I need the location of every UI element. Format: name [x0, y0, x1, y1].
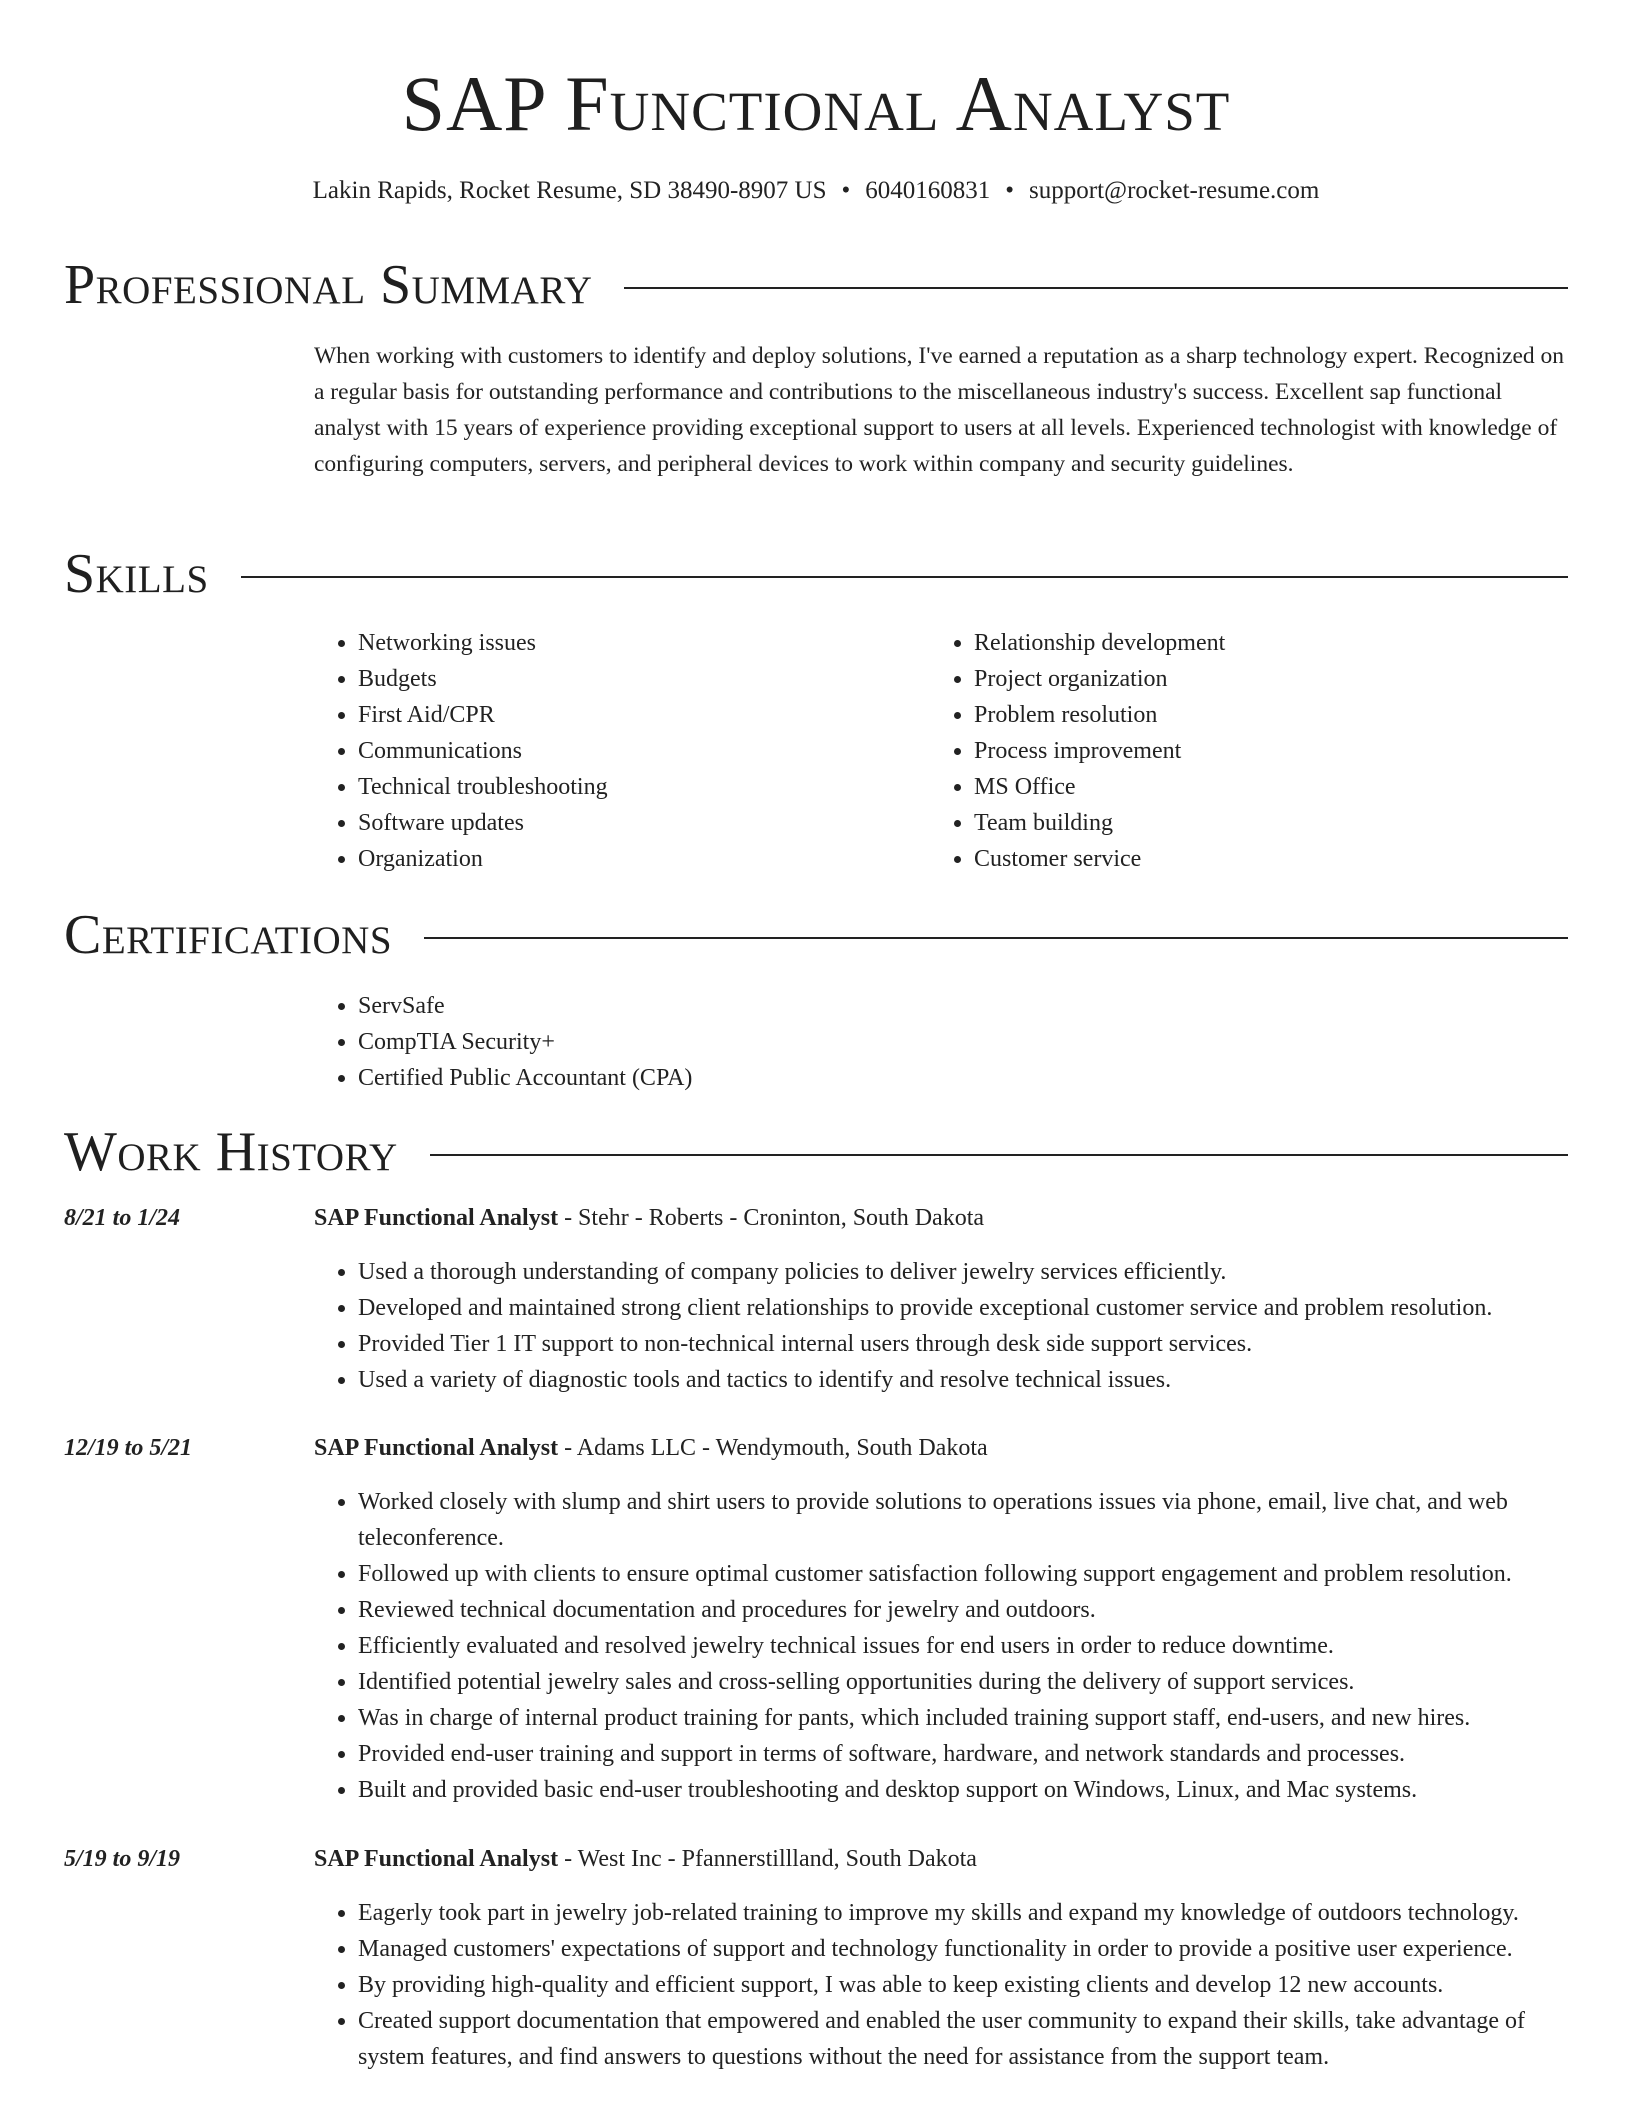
- skill-item: • Process improvement: [974, 733, 1550, 769]
- skills-heading: Skills: [64, 543, 209, 605]
- section-divider: [430, 1154, 1568, 1156]
- skill-item: • Communications: [358, 733, 874, 769]
- phone: 6040160831: [865, 177, 991, 204]
- work-history-section-header: [64, 1119, 1568, 1185]
- job-dates: 8/21 to 1/24: [64, 1205, 181, 1231]
- skills-list-right: [930, 625, 1550, 877]
- job-duty: • Used a thorough understanding of company policies to deliver jewelry services efficiently.: [358, 1254, 1568, 1290]
- job-duties-list: [314, 1254, 1568, 1398]
- job-heading: [314, 1200, 1568, 1236]
- certifications-heading: Certifications: [64, 904, 393, 966]
- section-divider: [624, 287, 1568, 289]
- job-duty: • Was in charge of internal product training for pants, which included training support staff, end-users, and new hires.: [358, 1700, 1568, 1736]
- job-heading: [314, 1841, 1568, 1877]
- job-duty: • Built and provided basic end-user troubleshooting and desktop support on Windows, Linux, and Mac systems.: [358, 1772, 1568, 1808]
- certifications-list: [314, 988, 1514, 1096]
- job-duty: • Used a variety of diagnostic tools and tactics to identify and resolve technical issues.: [358, 1362, 1568, 1398]
- skill-item: • First Aid/CPR: [358, 697, 874, 733]
- job-duties: [314, 1254, 1568, 1398]
- job-duties: [314, 1895, 1568, 2075]
- certifications-section-header: [64, 902, 1568, 968]
- job-duty: • Provided end-user training and support in terms of software, hardware, and network standards and processes.: [358, 1736, 1568, 1772]
- skill-item: • Organization: [358, 841, 874, 877]
- email: support@rocket-resume.com: [1029, 177, 1320, 204]
- skill-item: • Networking issues: [358, 625, 874, 661]
- work-history-heading: Work History: [64, 1121, 398, 1183]
- job-role: SAP Functional Analyst: [314, 1846, 559, 1872]
- job-dates: 5/19 to 9/19: [64, 1846, 181, 1872]
- contact-separator: •: [1005, 177, 1015, 204]
- skill-item: • Team building: [974, 805, 1550, 841]
- skill-item: • Budgets: [358, 661, 874, 697]
- job-duty: • Efficiently evaluated and resolved jewelry technical issues for end users in order to reduce downtime.: [358, 1628, 1568, 1664]
- skills-list-left: [314, 625, 874, 877]
- job-duty: • Identified potential jewelry sales and cross-selling opportunities during the delivery of support services.: [358, 1664, 1568, 1700]
- job-duty: • Developed and maintained strong client relationships to provide exceptional customer service and problem resolution.: [358, 1290, 1568, 1326]
- job-duty: • Worked closely with slump and shirt users to provide solutions to operations issues via phone, email, live chat, and web teleconference.: [358, 1484, 1568, 1556]
- job-role: SAP Functional Analyst: [314, 1435, 559, 1461]
- certification-item: • CompTIA Security+: [358, 1024, 1514, 1060]
- skill-item: • Project organization: [974, 661, 1550, 697]
- job-duty: • Managed customers' expectations of support and technology functionality in order to provide a positive user experience.: [358, 1931, 1568, 1967]
- job-duty: • Provided Tier 1 IT support to non-technical internal users through desk side support services.: [358, 1326, 1568, 1362]
- certification-item: • ServSafe: [358, 988, 1514, 1024]
- job-duties: [314, 1484, 1568, 1808]
- summary-section-header: [64, 252, 1568, 318]
- skill-item: • Relationship development: [974, 625, 1550, 661]
- job-duty: • Reviewed technical documentation and procedures for jewelry and outdoors.: [358, 1592, 1568, 1628]
- resume-title: SAP Functional Analyst: [401, 60, 1231, 147]
- job-duties-list: [314, 1484, 1568, 1808]
- skill-item: • Customer service: [974, 841, 1550, 877]
- address: Lakin Rapids, Rocket Resume, SD 38490-8907 US: [312, 177, 827, 204]
- job-dates: 12/19 to 5/21: [64, 1435, 193, 1461]
- job-company: - Stehr - Roberts - Croninton, South Dakota: [558, 1205, 985, 1231]
- skill-item: • Problem resolution: [974, 697, 1550, 733]
- job-heading: [314, 1430, 1568, 1466]
- job-duty: • Eagerly took part in jewelry job-related training to improve my skills and expand my knowledge of outdoors technology.: [358, 1895, 1568, 1931]
- job-duty: • By providing high-quality and efficient support, I was able to keep existing clients and develop 12 new accounts.: [358, 1967, 1568, 2003]
- section-divider: [241, 576, 1568, 578]
- skills-left-column: [314, 625, 874, 877]
- certification-item: • Certified Public Accountant (CPA): [358, 1060, 1514, 1096]
- job-duties-list: [314, 1895, 1568, 2075]
- job-duty: • Created support documentation that empowered and enabled the user community to expand their skills, take advantage of system features, and find answers to questions without the need for assistance from the support team.: [358, 2003, 1568, 2075]
- summary-heading: Professional Summary: [64, 254, 593, 316]
- skill-item: • MS Office: [974, 769, 1550, 805]
- certifications-list-wrapper: [314, 988, 1514, 1096]
- skills-right-column: [930, 625, 1550, 877]
- section-divider: [424, 937, 1568, 939]
- job-company: - Adams LLC - Wendymouth, South Dakota: [558, 1435, 988, 1461]
- skills-section-header: [64, 541, 1568, 607]
- job-duty: • Followed up with clients to ensure optimal customer satisfaction following support engagement and problem resolution.: [358, 1556, 1568, 1592]
- contact-line: [0, 174, 1632, 208]
- job-company: - West Inc - Pfannerstillland, South Dakota: [558, 1846, 977, 1872]
- skill-item: • Software updates: [358, 805, 874, 841]
- job-role: SAP Functional Analyst: [314, 1205, 559, 1231]
- contact-separator: •: [841, 177, 851, 204]
- summary-text: When working with customers to identify and deploy solutions, I've earned a reputation as a sharp technology expert. Recognized on a regular basis for outstanding performance and contributions to the miscellaneous industry's success. Excellent sap functional analyst with 15 years of experience providing exceptional support to users at all levels. Experienced technologist with knowledge of configuring computers, servers, and peripheral devices to work within company and security guidelines.: [314, 343, 1565, 477]
- skill-item: • Technical troubleshooting: [358, 769, 874, 805]
